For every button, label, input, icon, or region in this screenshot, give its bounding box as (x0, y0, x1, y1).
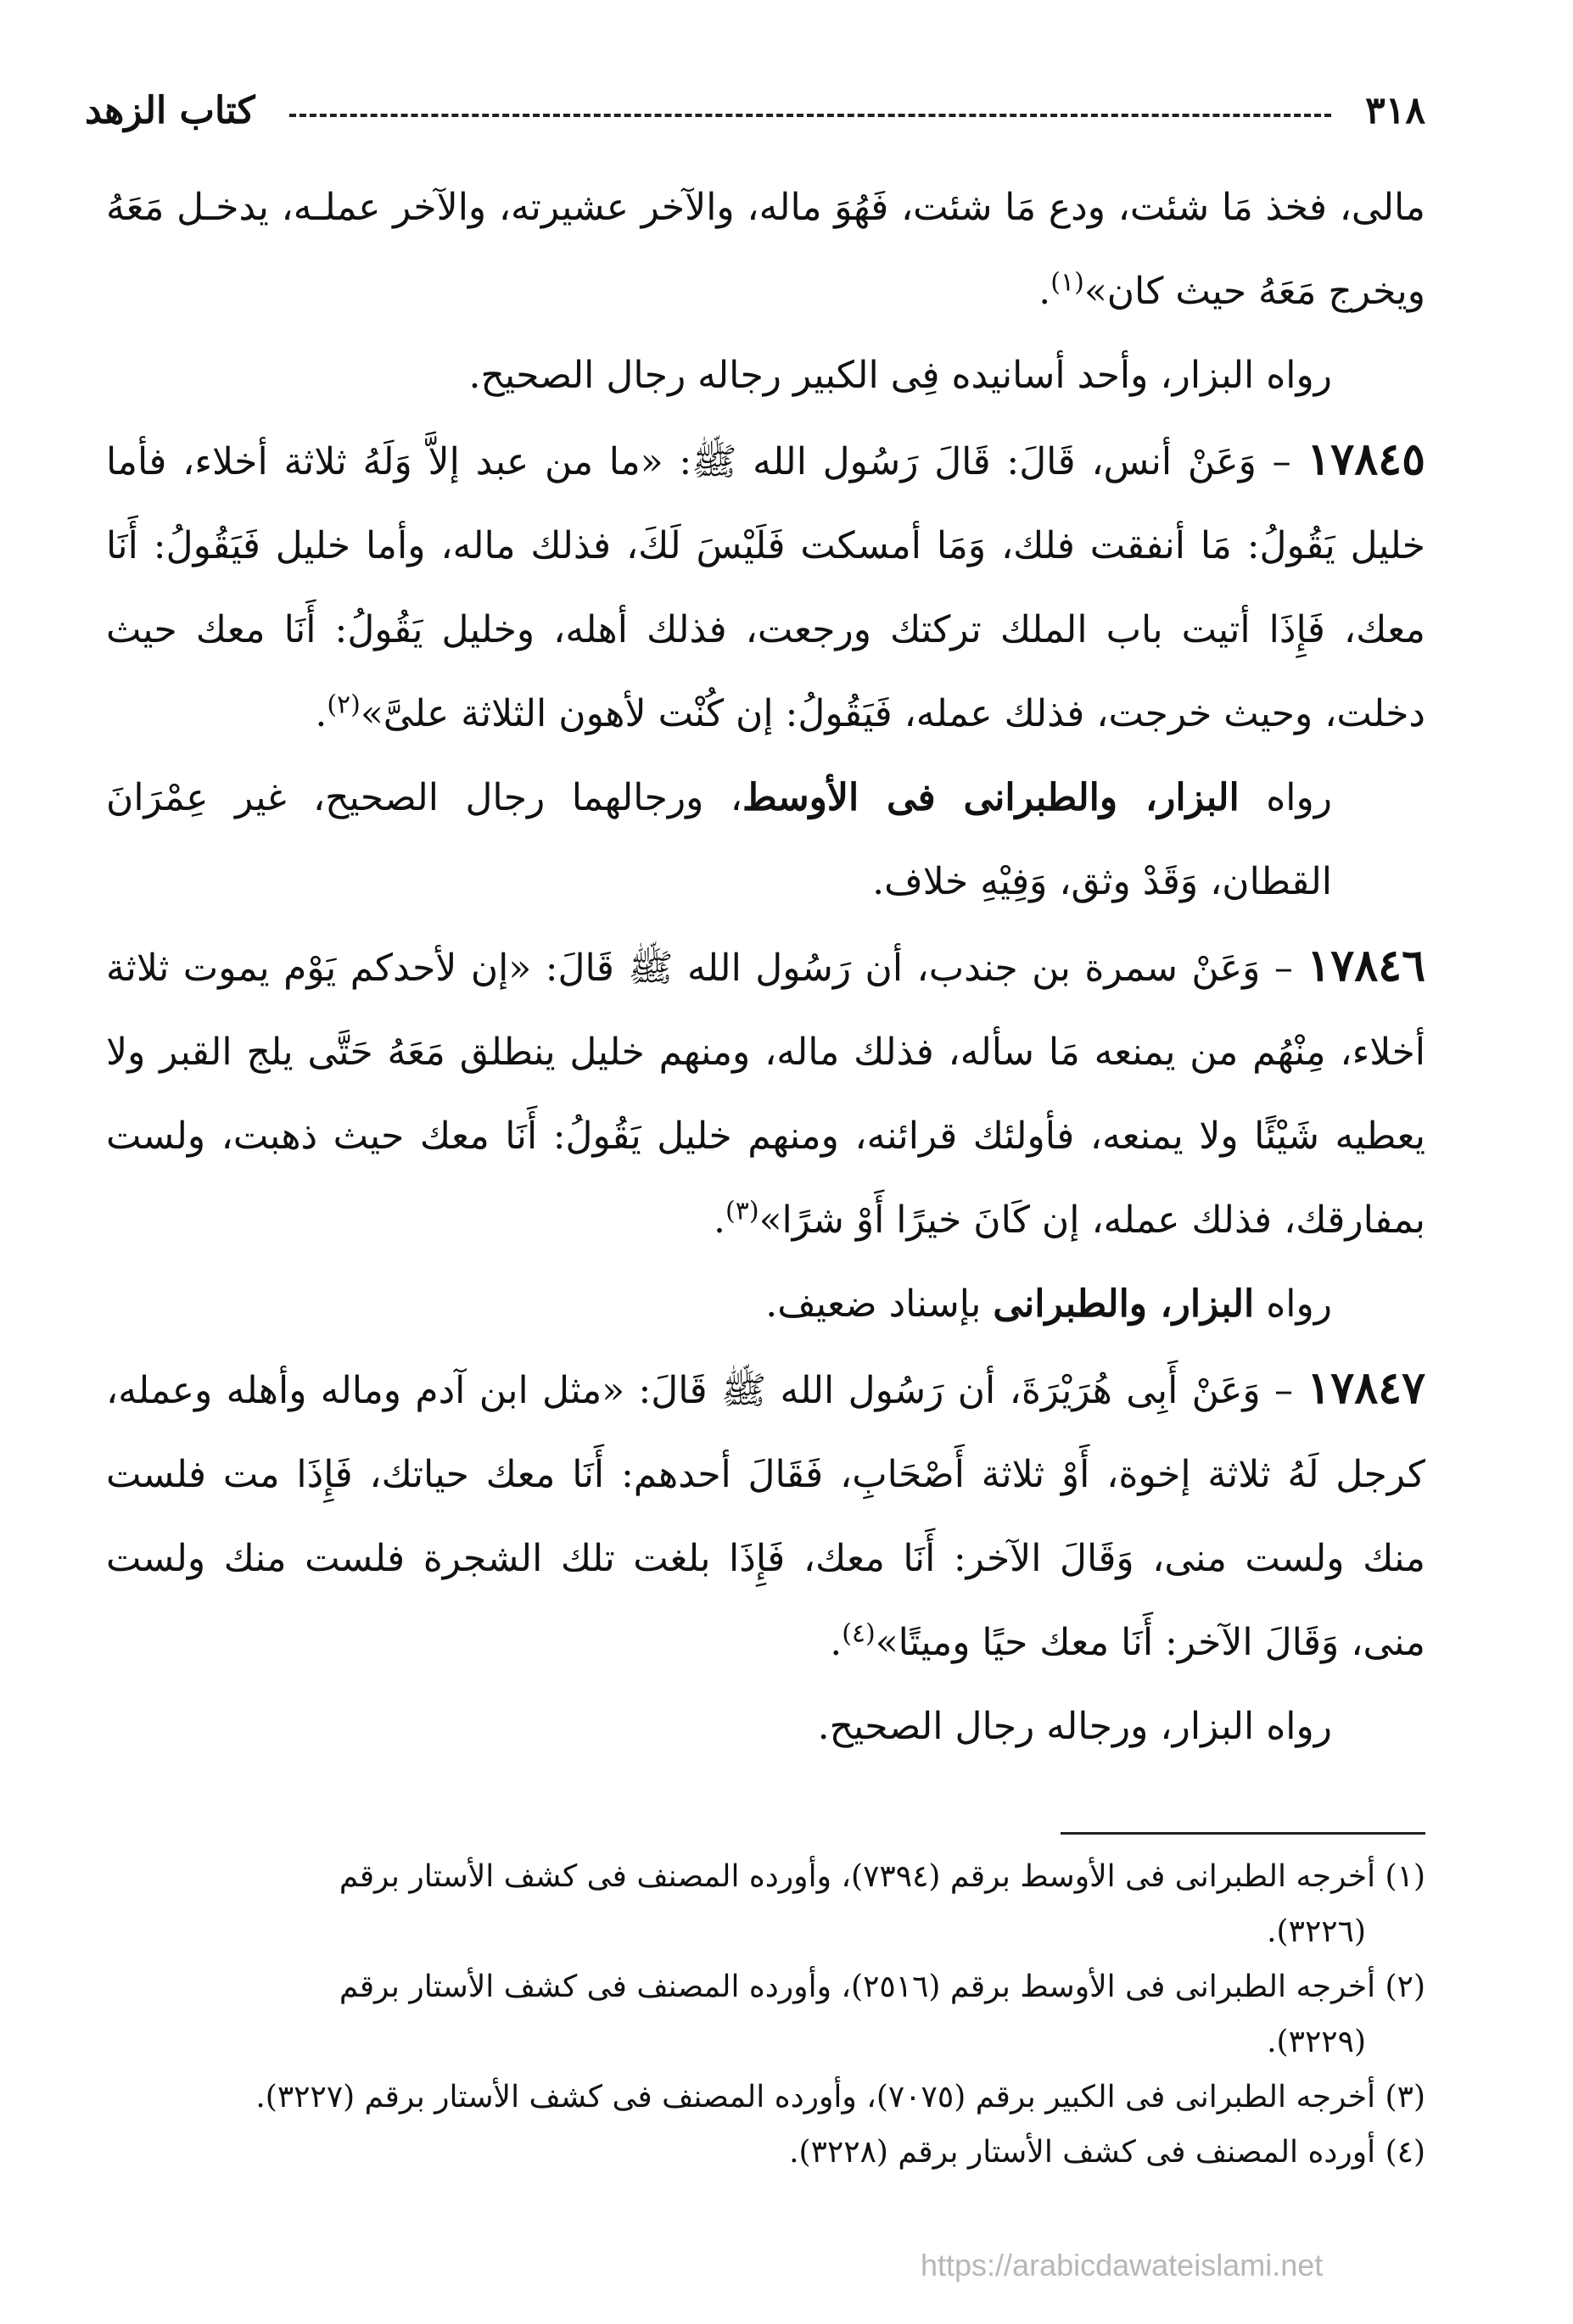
narration-note: رواه البزار، وأحد أسانيده فِى الكبير رجاله رجال الصحيح. (468, 354, 1332, 397)
hadith-17845: ١٧٨٤٥ – وَعَنْ أنس، قَالَ: قَالَ رَسُول الله ﷺ: «ما من عبد إلاَّ وَلَهُ ثلاثة أخلاء، فأما خليل يَقُولُ: مَا أنفقت فلك، وَمَا أمسكت فَلَيْسَ لَكَ، فذلك ماله، وأما خليل فَيَقُولُ: أَنَا معك، فَإِذَا أتيت باب الملك تركتك ورجعت، فذلك أهله، وخليل يَقُولُ: أَنَا معك حيث دخلت، وحيث خرجت، فذلك عمله، فَيَقُولُ: إن كُنْت لأهون الثلاثة علىَّ»$^{(٢)}$. (106, 433, 1425, 735)
page-header (85, 81, 1425, 140)
watermark-url: https://arabicdawateislami.net (921, 2248, 1324, 2282)
footnote-ref: (٣) (725, 1196, 759, 1226)
hadith-number: ١٧٨٤٥ (1307, 433, 1425, 485)
footnote-ref: (٢) (327, 690, 361, 720)
hadith-17846: ١٧٨٤٦ – وَعَنْ سمرة بن جندب، أن رَسُول الله ﷺ قَالَ: «إن لأحدكم يَوْم يموت ثلاثة أخلاء، مِنْهُم من يمنعه مَا سأله، فذلك ماله، ومنهم خليل ينطلق مَعَهُ حَتَّى يلج القبر ولا يعطيه شَيْئًا ولا يمنعه، فأولئك قرائنه، ومنهم خليل يَقُولُ: أَنَا معك حيث ذهبت، ولست بمفارقك، فذلك عمله، إن كَانَ خيرًا أَوْ شرًا»$^{(٣)}$. (106, 940, 1425, 1242)
narration-note: رواه البزار، والطبرانى فى الأوسط، ورجالهما رجال الصحيح، غير عِمْرَانَ القطان، وَقَدْ وثق، وَفِيْهِ خلاف. (106, 776, 1332, 903)
footnote-2: (٢) أخرجه الطبرانى فى الأوسط برقم (٢٥١٦)، وأورده المصنف فى كشف الأستار برقم (339, 1969, 1425, 2004)
hadith-number: ١٧٨٤٧ (1307, 1362, 1425, 1414)
running-title: كتاب الزهد (85, 88, 255, 132)
header-dashed-rule (289, 114, 1332, 117)
main-text (106, 165, 1425, 1768)
footnote-1-continued: (٣٢٢٦). (1267, 1914, 1366, 1949)
footnote-1: (١) أخرجه الطبرانى فى الأوسط برقم (٧٣٩٤)، وأورده المصنف فى كشف الأستار برقم (339, 1859, 1425, 1894)
page-number: ٣١٨ (1365, 88, 1425, 132)
footnote-4: (٤) أورده المصنف فى كشف الأستار برقم (٣٢٢٨). (789, 2135, 1425, 2170)
hadith-17847: ١٧٨٤٧ – وَعَنْ أَبِى هُرَيْرَةَ، أن رَسُول الله ﷺ قَالَ: «مثل ابن آدم وماله وأهله وعمله، كرجل لَهُ ثلاثة إخوة، أَوْ ثلاثة أَصْحَابِ، فَقَالَ أحدهم: أَنَا معك حياتك، فَإِذَا مت فلست منك ولست منى، وَقَالَ الآخر: أَنَا معك، فَإِذَا بلغت تلك الشجرة فلست منك ولست منى، وَقَالَ الآخر: أَنَا معك حيًا وميتًا»$^{(٤)}$. (106, 1362, 1425, 1664)
narration-note: رواه البزار، والطبرانى بإسناد ضعيف. (765, 1282, 1332, 1326)
continuation-paragraph: مالى، فخذ مَا شئت، ودع مَا شئت، فَهُوَ ماله، والآخر عشيرته، والآخر عملـه، يدخـل مَعَهُ ويخرج مَعَهُ حيث كان»$^{(١)}$. (106, 186, 1425, 313)
footnote-separator (1061, 1832, 1425, 1835)
footnote-ref: (١) (1050, 267, 1084, 298)
footnotes (106, 1849, 1425, 2180)
narration-note: رواه البزار، ورجاله رجال الصحيح. (817, 1705, 1332, 1748)
footnote-ref: (٤) (842, 1618, 876, 1649)
footnote-2-continued: (٣٢٢٩). (1267, 2025, 1366, 2059)
hadith-number: ١٧٨٤٦ (1307, 940, 1425, 992)
footnote-3: (٣) أخرجه الطبرانى فى الكبير برقم (٧٠٧٥)، وأورده المصنف فى كشف الأستار برقم (٣٢٢٧). (255, 2080, 1425, 2115)
